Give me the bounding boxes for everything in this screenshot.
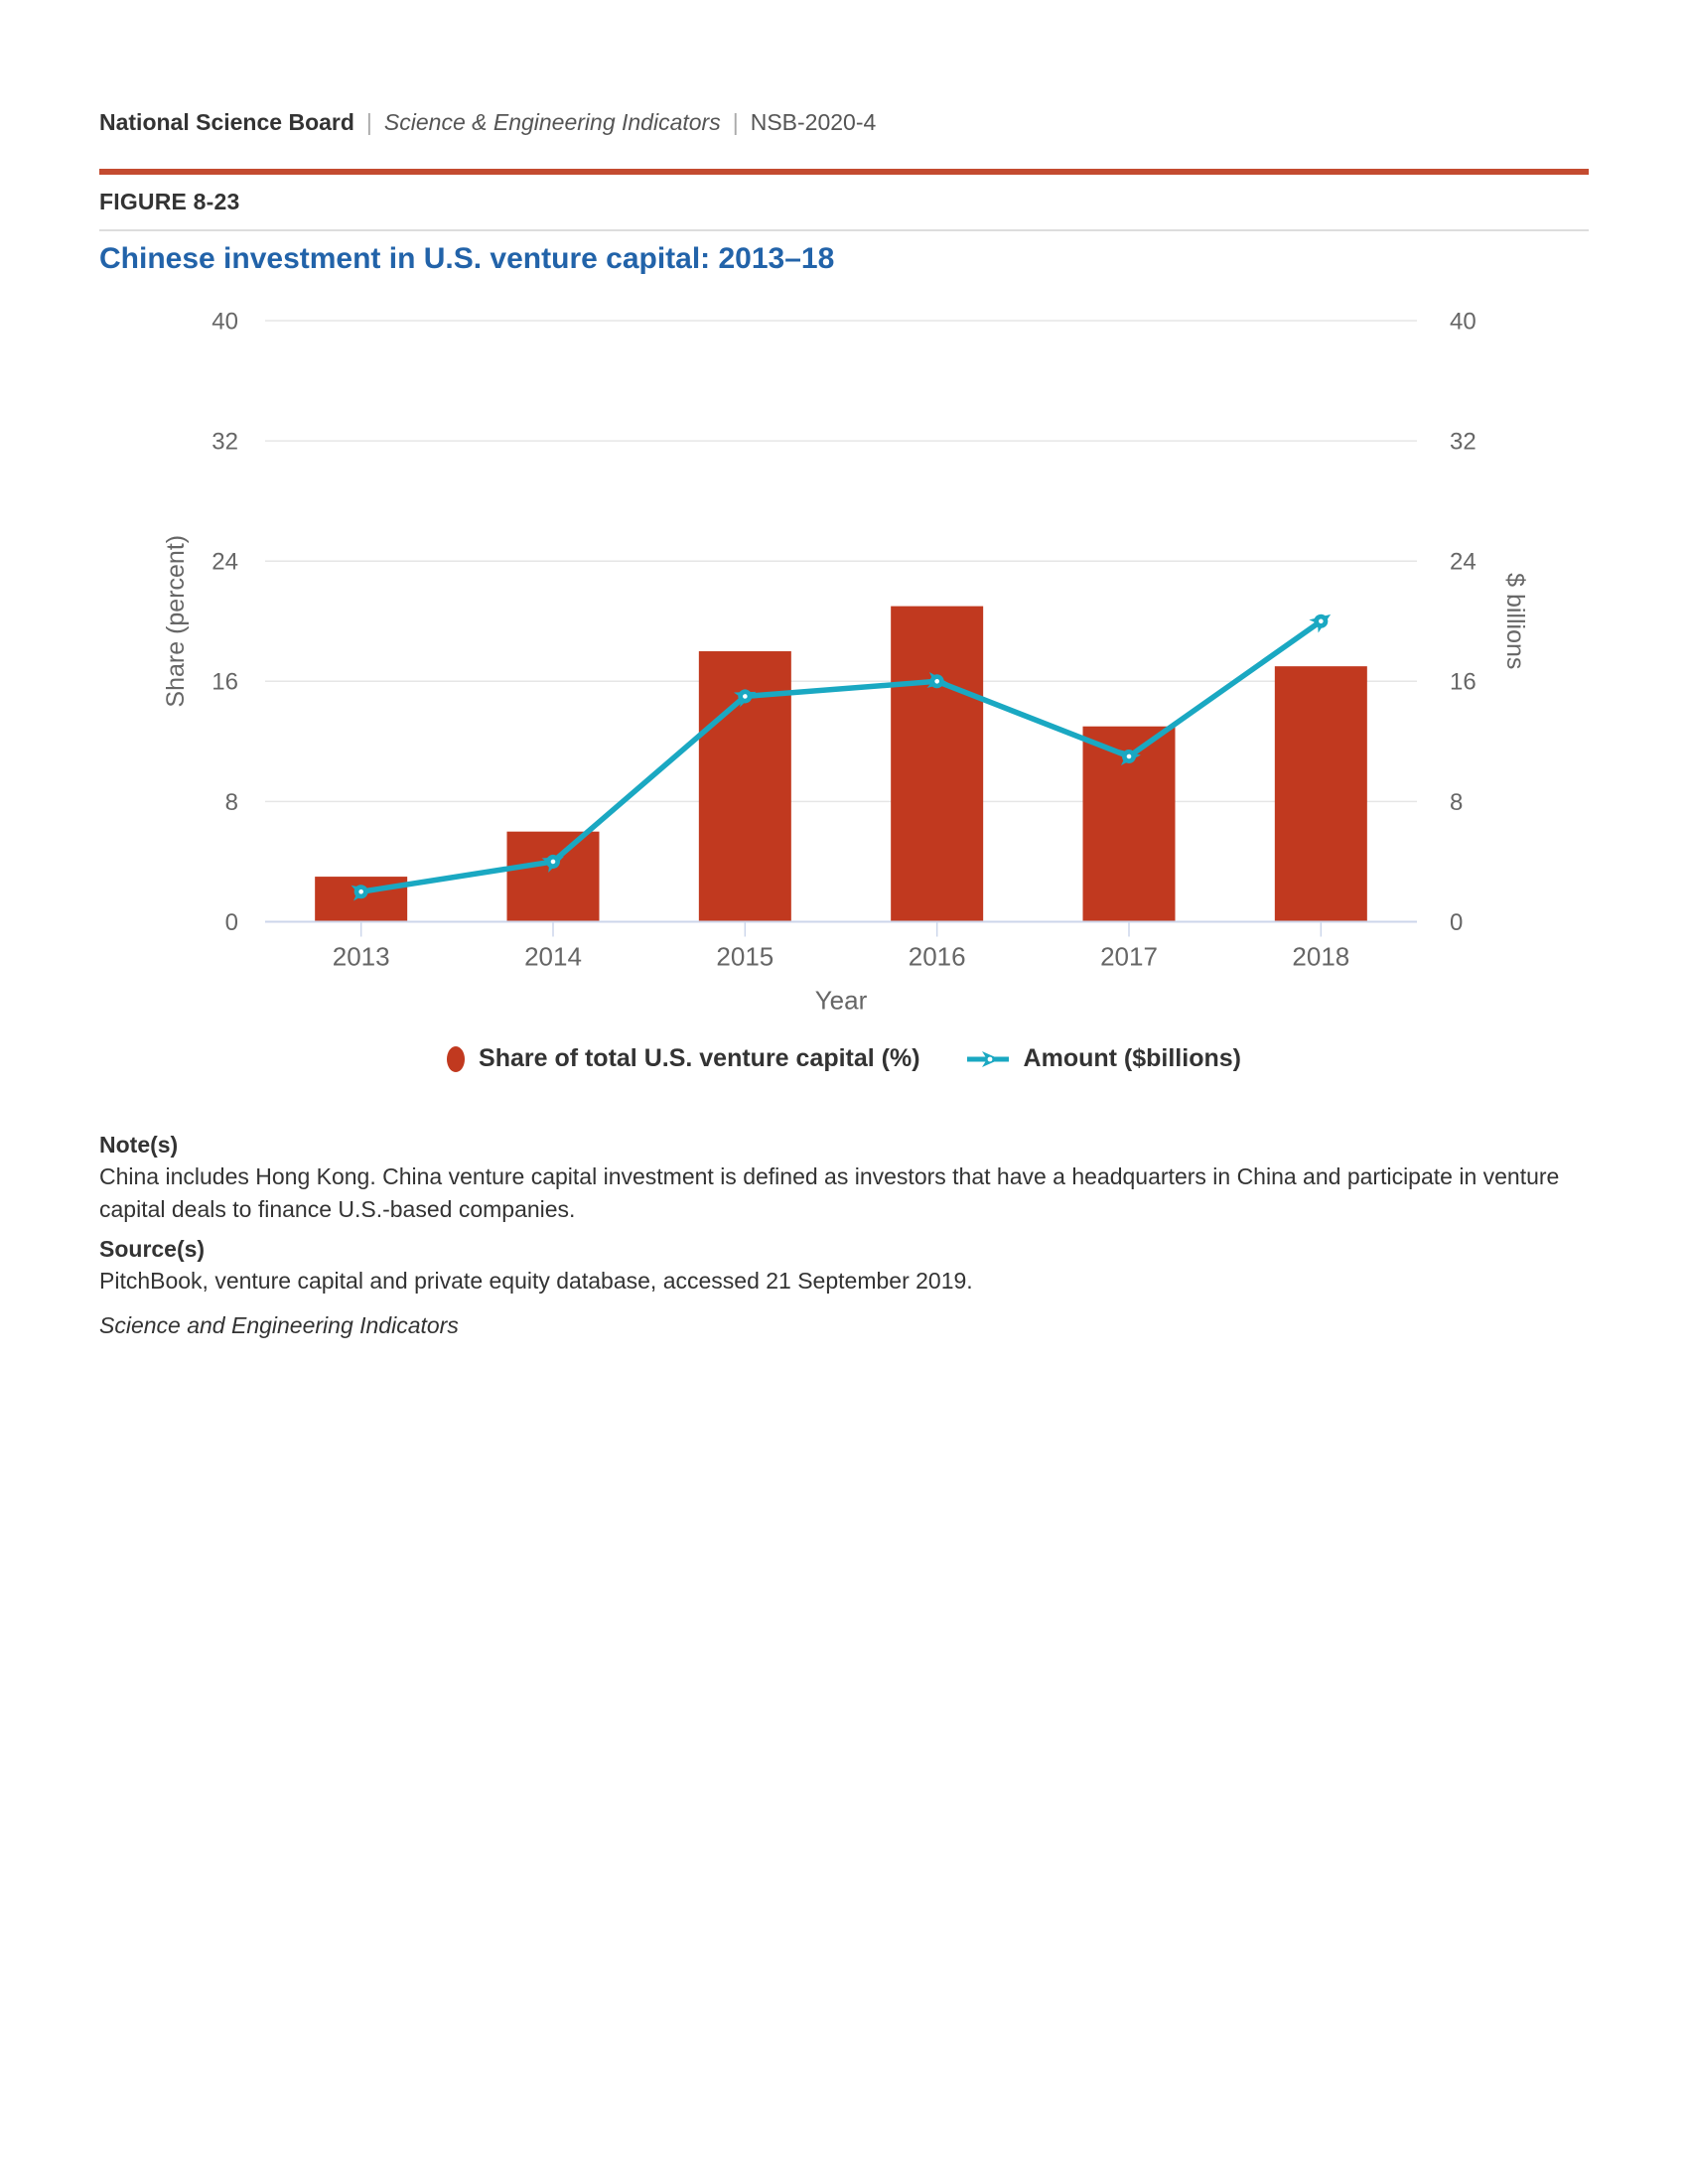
right-axis-tick-label: 0 [1450,908,1464,936]
left-axis-tick-label: 24 [211,548,238,576]
right-axis-tick-label: 16 [1450,668,1477,696]
chart-canvas [99,298,1589,1027]
sources-heading: Source(s) [99,1236,206,1262]
bar-2014[interactable] [507,832,600,922]
share-series-marker-icon [447,1046,465,1072]
document-header [99,109,1589,136]
separator: | [732,109,739,135]
report-id: NSB-2020-4 [750,109,877,135]
publication-text: Science & Engineering Indicators [383,109,721,135]
notes-body: China includes Hong Kong. China venture capital investment is defined as investors that have a headquarters in China and participate in venture capital deals to finance U.S.-based companies. [99,1163,1560,1222]
right-axis-tick-label: 40 [1450,308,1477,336]
bar-2016[interactable] [891,607,983,922]
separator: | [365,109,372,135]
x-axis-title: Year [814,985,868,1016]
x-axis-label-2017: 2017 [1100,941,1158,972]
x-axis-label-2016: 2016 [908,941,966,972]
left-axis-title: Share (percent) [162,534,190,708]
x-axis-label-2015: 2015 [716,941,774,972]
publication-footer: Science and Engineering Indicators [99,1312,459,1338]
bar-2013[interactable] [315,877,407,921]
chart-legend [99,1044,1589,1073]
brand-text: National Science Board [99,109,354,135]
legend-item-amount[interactable] [966,1044,1241,1073]
sources-body: PitchBook, venture capital and private equity database, accessed 21 September 2019. [99,1268,973,1294]
x-axis-label-2013: 2013 [332,941,390,972]
legend-item-share[interactable] [447,1044,920,1073]
right-axis-tick-label: 32 [1450,428,1477,456]
left-axis-tick-label: 40 [211,308,238,336]
bar-2018[interactable] [1275,666,1367,921]
figure-title: Chinese investment in U.S. venture capital: 2013–18 [99,242,835,275]
amount-series-marker-icon [966,1046,1010,1072]
amount-line [361,621,1322,891]
x-axis-label-2014: 2014 [524,941,582,972]
notes-heading: Note(s) [99,1132,179,1158]
legend-label-share: Share of total U.S. venture capital (%) [479,1044,920,1072]
left-axis-tick-label: 16 [211,668,238,696]
right-axis-tick-label: 24 [1450,548,1477,576]
x-axis-label-2018: 2018 [1292,941,1350,972]
right-axis-title: $ billions [1501,573,1529,670]
legend-label-amount: Amount ($billions) [1023,1044,1241,1072]
left-axis-tick-label: 32 [211,428,238,456]
figure-number: FIGURE 8-23 [99,189,240,214]
accent-divider [99,169,1589,175]
left-axis-tick-label: 0 [224,908,238,936]
divider [99,229,1589,231]
left-axis-tick-label: 8 [224,788,238,816]
right-axis-tick-label: 8 [1450,788,1464,816]
